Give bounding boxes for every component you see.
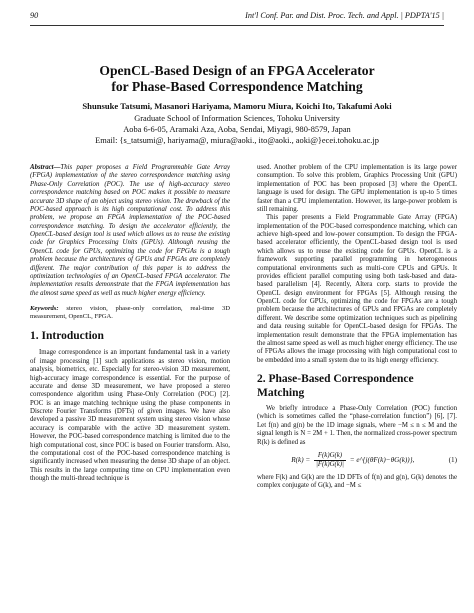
title-line-1: OpenCL-Based Design of an FPGA Accelerator (99, 63, 375, 78)
page-number: 90 (30, 11, 39, 20)
paragraph: where F(k) and G(k) are the 1D DFTs of f(n) and g(n), G(k) denotes the complex conjugate of G(k), and −M ≤ (257, 473, 457, 490)
section-heading-introduction: 1. Introduction (30, 330, 104, 343)
abstract (30, 164, 230, 298)
paragraph: Image correspondence is an important fundamental task in a variety of image processing [1] such applications as stereo vision, motion analysis, biometrics, etc. Especially for stereo-vision 3D measurement, high-accuracy image correspondence is essential. For the purpose of accurate and dense 3D measurement, we have proposed a stereo correspondence algorithm using Phase-Only Correlation (POC) [2]. POC is an image matching technique using the phase components in Discrete Fourier Transforms (DFTs) of given images. We have also developed a passive 3D measurement system using stereo vision whose accuracy is comparable with the active 3D measurement system. However, the POC-based correspondence matching is limited due to the high computational cost, since POC is based on Fourier transform. Also, the computational cost of the POC-based correspondence matching is significantly increased when measuring the dense 3D shape of an object. This results in the large computing time on CPU implementation even though the multi-thread technique is (30, 349, 230, 483)
title-line-2: for Phase-Based Correspondence Matching (111, 79, 363, 94)
keywords-text: stereo vision, phase-only correlation, real-time 3D measurement, OpenCL, FPGA. (30, 305, 231, 321)
paragraph: We briefly introduce a Phase-Only Correlation (POC) function (which is sometimes called the “phase-correlation function”) [6], [7]. Let f(n) and g(n) be the 1D image signals, where −M ≤ n ≤ M and the signal length is N = 2M + 1. Then, the normalized cross-power spectrum R(k) is defined as (257, 405, 457, 446)
paper-title (30, 63, 444, 95)
equation-numerator: F(k)G(k) (314, 452, 346, 461)
paragraph: used. Another problem of the CPU implementation is its large power consumption. To solve this problem, Graphics Processing Unit (GPU) implementation of POC has been proposed [3] where the OpenCL language is used for design. The GPU implementation is up-to 5 times faster than a CPU implementation. However, its large-power problem is still remaining. (257, 164, 457, 213)
left-column (30, 164, 230, 483)
running-header: Int'l Conf. Par. and Dist. Proc. Tech. and Appl. | PDPTA'15 | (245, 11, 444, 20)
equation-rhs: = e^{j(θF(k)−θG(k))}, (349, 456, 415, 465)
author-list: Shunsuke Tatsumi, Masanori Hariyama, Mamoru Miura, Koichi Ito, Takafumi Aoki (82, 101, 392, 111)
equation-lhs: R(k) = (291, 456, 311, 465)
affiliation-line: Aoba 6-6-05, Aramaki Aza, Aoba, Sendai, Miyagi, 980-8579, Japan (123, 124, 351, 134)
section-heading-phase-based: 2. Phase-Based Correspondence Matching (257, 373, 414, 399)
abstract-text: This paper proposes a Field Programmable Gate Array (FPGA) implementation of the stereo correspondence matching using Phase-Only Correlation (POC). The use of high-accuracy stereo correspondence matching based on POC makes it possible to measure accurate 3D shape of an object using stereo vision. The drawback of the POC-based approach is its high computational cost. To address this problem, we propose an FPGA implementation of the POC-based correspondence matching. To design the accelerator efficiently, the OpenCL-based design tool is used which allows us to reuse the existing code for Graphics Processing Units (GPUs). Although reusing the OpenCL code for GPUs, optimizing the code for FPGAs is a tough problem because the architectures of GPUs and FPGAs are completely different. The major contribution of this paper is to address the optimization technologies of an OpenCL-based FPGA accelerator. The implementation results demonstrate that the FPGA implementation has the almost same speed as well as much higher energy efficiency. (30, 164, 230, 297)
keywords (30, 305, 230, 321)
equation-1 (257, 452, 457, 469)
right-column (257, 164, 457, 491)
header-rule (30, 25, 444, 26)
equation-denominator: |F(k)G(k)| (316, 460, 344, 468)
paragraph: This paper presents a Field Programmable Gate Array (FPGA) implementation of the POC-based correspondence matching, which can achieve high-speed and low-power consumption. To design the FPGA-based accelerator efficiently, the OpenCL-based design tool is used which allows us to reuse the existing code for GPUs. OpenCL is a framework supporting parallel programming in heterogeneous computational environments such as multi-core CPUs and GPUs. It provides efficient parallel computing using both task-based and data-based parallelism [4]. Recently, Altera corp. starts to provide the OpenCL design environment for FPGAs [5]. Although reusing the OpenCL code for GPUs, optimizing the code for FPGAs are a tough problem because the architectures of GPUs and FPGAs are completely different. We describe some optimization techniques such as pipelining and data reusing suitable for OpenCL-based design for FPGAs. The implementation result demonstrate that the FPGA implementation has the almost same speed as well as much higher energy efficiency. The use of FPGAs allows the image processing with high computational cost to be embedded into a small system due to its high energy efficiency. (257, 214, 457, 364)
equation-formula (257, 452, 449, 469)
affiliation-block (30, 114, 444, 147)
abstract-lead: Abstract— (30, 164, 61, 171)
affiliation-line: Graduate School of Information Sciences, Tohoku University (134, 114, 340, 123)
equation-number: (1) (448, 456, 457, 465)
email-line: Email: {s_tatsumi@, hariyama@, miura@aoki., ito@aoki., aoki@}ecei.tohoku.ac.jp (95, 135, 379, 145)
equation-fraction (314, 452, 346, 469)
keywords-lead: Keywords: (30, 305, 59, 312)
